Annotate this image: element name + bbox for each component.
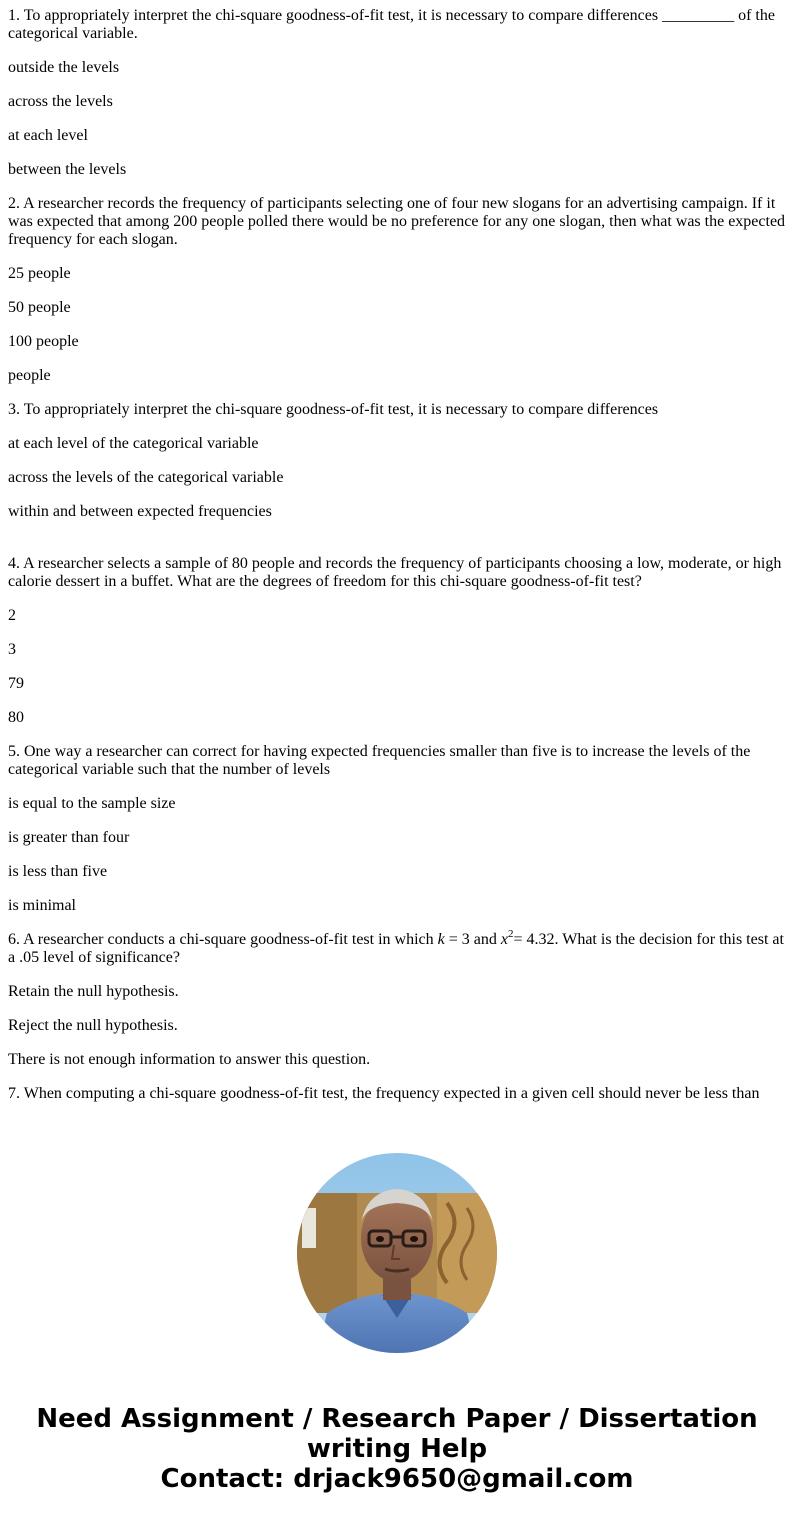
avatar (297, 1153, 497, 1353)
banner-line-3: Contact: drjack9650@gmail.com (160, 1464, 634, 1494)
option: at each level of the categorical variable (8, 435, 259, 452)
option: 3 (8, 641, 16, 658)
option: 100 people (8, 333, 79, 350)
superscript-2: 2 (507, 927, 514, 940)
contact-banner (0, 1404, 794, 1494)
option: people (8, 367, 51, 384)
question-list (8, 7, 788, 1119)
question-4: 4. A researcher selects a sample of 80 people and records the frequency of participants choosing a low, moderate, or high calorie dessert in a buffet. What are the degrees of freedom for this chi-square goodness-of-fit test? (8, 555, 782, 590)
banner-line-2: writing Help (306, 1434, 488, 1464)
option: 2 (8, 607, 16, 624)
option: between the levels (8, 161, 127, 178)
spacer (8, 537, 788, 555)
option: within and between expected frequencies (8, 503, 272, 520)
question-1: 1. To appropriately interpret the chi-square goodness-of-fit test, it is necessary to compare differences _________ of the categorical variable. (8, 7, 775, 42)
question-6-text-pre: 6. A researcher conducts a chi-square goodness-of-fit test in which (8, 931, 438, 948)
option: There is not enough information to answer this question. (8, 1051, 371, 1068)
option: 80 (8, 709, 24, 726)
question-6 (8, 927, 788, 967)
question-2: 2. A researcher records the frequency of participants selecting one of four new slogans for an advertising campaign. If it was expected that among 200 people polled there would be no preference for any one slogan, then what was the expected frequency for each slogan. (8, 195, 786, 248)
option: across the levels of the categorical variable (8, 469, 284, 486)
question-6-text-mid: = 3 and (444, 931, 501, 948)
avatar-portrait (297, 1153, 497, 1353)
variable-k: k (437, 931, 445, 948)
option: outside the levels (8, 59, 120, 76)
option: across the levels (8, 93, 113, 110)
question-5: 5. One way a researcher can correct for having expected frequencies smaller than five is to increase the levels of the categorical variable such that the number of levels (8, 743, 751, 778)
banner-line-1: Need Assignment / Research Paper / Dissertation (36, 1404, 758, 1434)
option: is equal to the sample size (8, 795, 176, 812)
option: 25 people (8, 265, 71, 282)
option: at each level (8, 127, 88, 144)
option: 50 people (8, 299, 71, 316)
option: Retain the null hypothesis. (8, 983, 179, 1000)
question-3: 3. To appropriately interpret the chi-square goodness-of-fit test, it is necessary to compare differences (8, 401, 659, 418)
option: is less than five (8, 863, 108, 880)
option: 79 (8, 675, 24, 692)
question-6-text-post: = 4.32. What is the decision for this test at a .05 level of significance? (8, 931, 784, 966)
question-7: 7. When computing a chi-square goodness-of-fit test, the frequency expected in a given cell should never be less than (8, 1085, 760, 1102)
option: is greater than four (8, 829, 130, 846)
variable-x: x (500, 931, 508, 948)
option: is minimal (8, 897, 76, 914)
option: Reject the null hypothesis. (8, 1017, 178, 1034)
